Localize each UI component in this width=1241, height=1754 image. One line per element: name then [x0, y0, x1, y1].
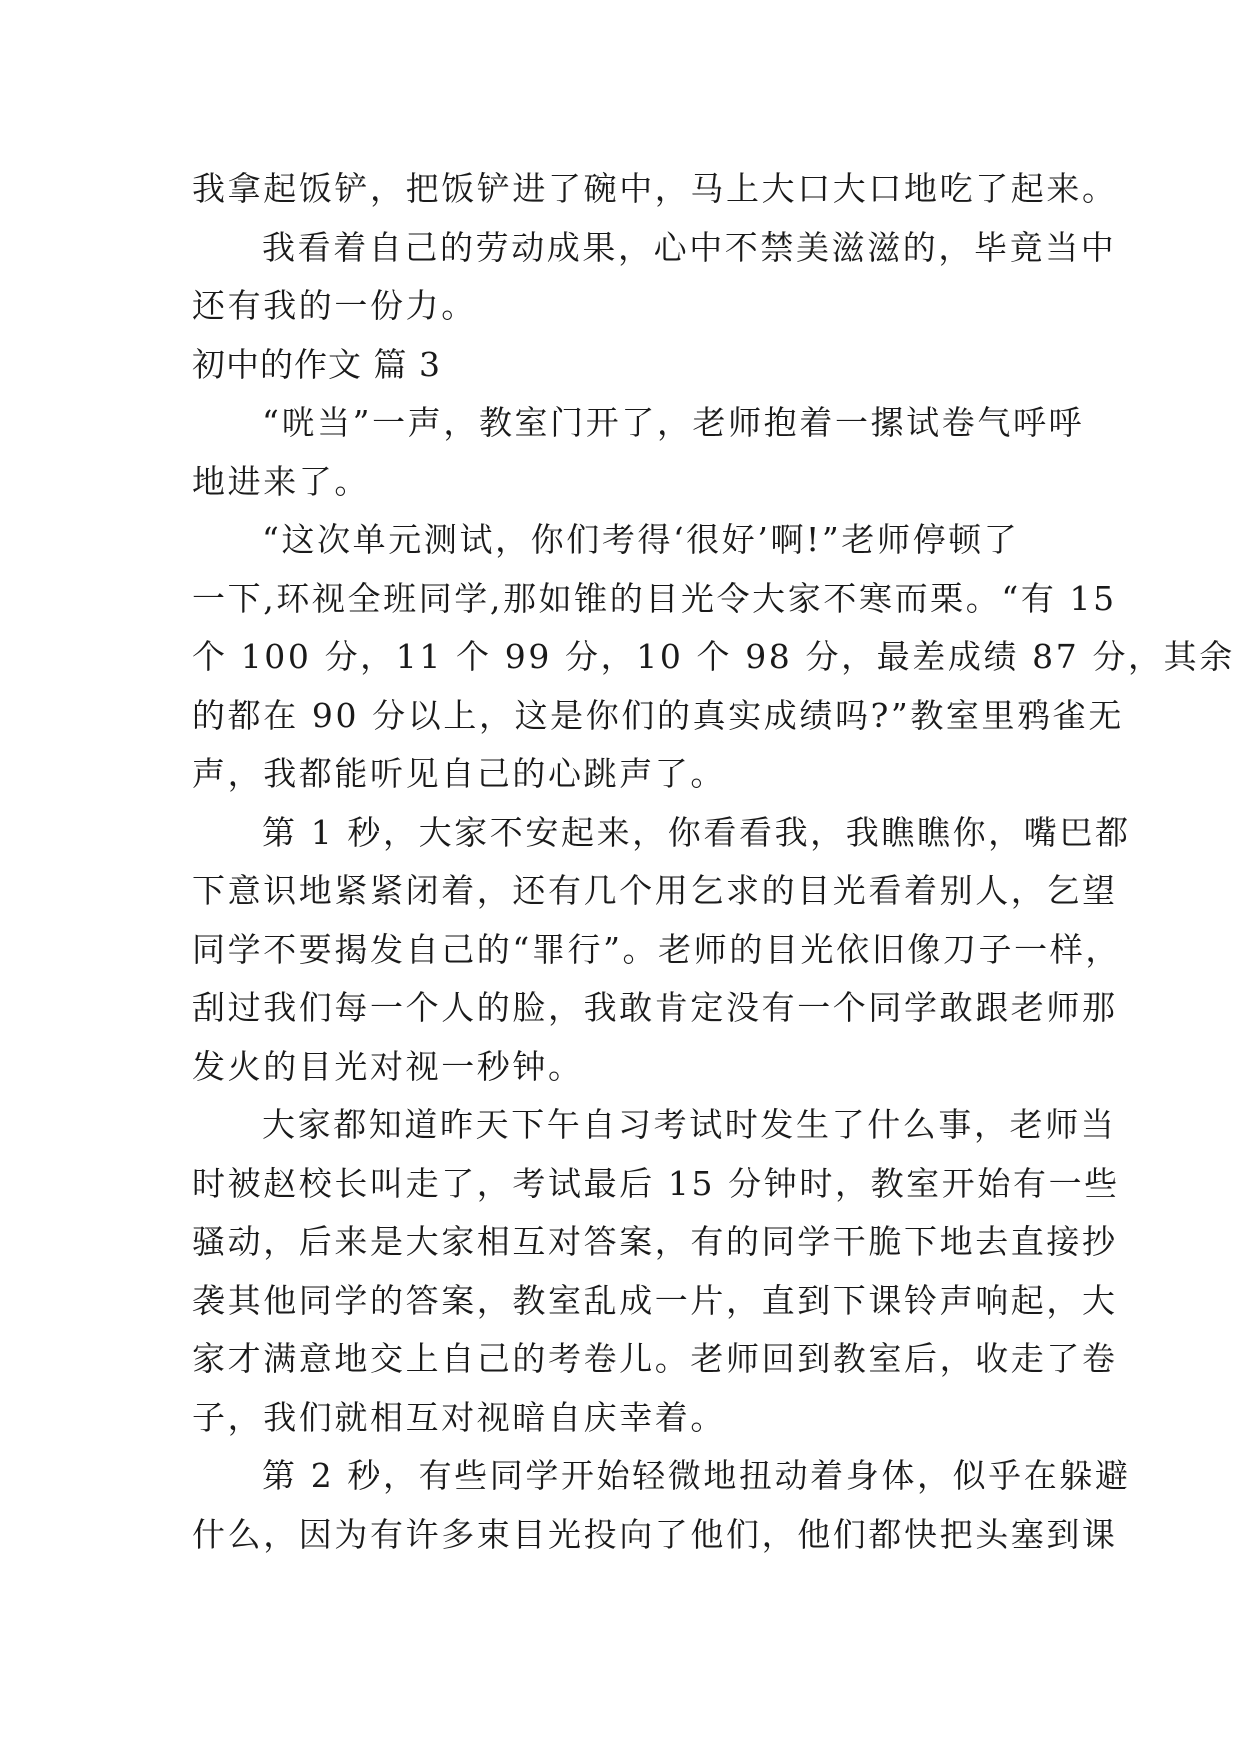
text-line: 第 1 秒，大家不安起来，你看看我，我瞧瞧你，嘴巴都 — [262, 812, 1131, 852]
text-line: 刮过我们每一个人的脸，我敢肯定没有一个同学敢跟老师那 — [192, 988, 1118, 1027]
paragraph — [192, 1447, 1131, 1564]
text-line: 下意识地紧紧闭着，还有几个用乞求的目光看着别人，乞望 — [192, 871, 1118, 910]
text-line: “这次单元测试，你们考得‘很好’啊!”老师停顿了 — [262, 520, 1020, 559]
text-line: 同学不要揭发自己的“罪行”。老师的目光依旧像刀子一样， — [192, 929, 1121, 969]
text-line: 我拿起饭铲，把饭铲进了碗中，马上大口大口地吃了起来。 — [192, 169, 1118, 208]
text-line: 我看着自己的劳动成果，心中不禁美滋滋的，毕竟当中 — [262, 227, 1117, 267]
text-line: 第 2 秒，有些同学开始轻微地扭动着身体，似乎在躲避 — [262, 1456, 1131, 1495]
text-line: 地进来了。 — [192, 461, 370, 501]
section-heading: 初中的作文 篇 3 — [192, 344, 441, 384]
text-line: 大家都知道昨天下午自习考试时发生了什么事，老师当 — [262, 1105, 1117, 1144]
text-line: “咣当”一声，教室门开了，老师抱着一摞试卷气呼呼 — [262, 403, 1085, 442]
paragraph — [192, 804, 1131, 1097]
text-line: 袭其他同学的答案，教室乱成一片，直到下课铃声响起，大 — [192, 1280, 1118, 1320]
text-line: 骚动，后来是大家相互对答案，有的同学干脆下地去直接抄 — [192, 1222, 1118, 1261]
text-line: 个 100 分，11 个 99 分，10 个 98 分，最差成绩 87 分，其余 — [192, 637, 1235, 676]
text-line: 家才满意地交上自己的考卷儿。老师回到教室后，收走了卷 — [192, 1339, 1118, 1378]
text-line: 声，我都能听见自己的心跳声了。 — [192, 754, 726, 793]
text-line: 发火的目光对视一秒钟。 — [192, 1046, 584, 1086]
paragraph — [192, 394, 1085, 511]
text-line: 一下,环视全班同学,那如锥的目光令大家不寒而栗。“有 15 — [192, 578, 1117, 618]
text-line: 什么，因为有许多束目光投向了他们，他们都快把头塞到课 — [192, 1514, 1118, 1554]
paragraph — [192, 511, 1235, 804]
text-line: 还有我的一份力。 — [192, 286, 477, 325]
text-line: 时被赵校长叫走了，考试最后 15 分钟时，教室开始有一些 — [192, 1163, 1120, 1203]
text-line: 子，我们就相互对视暗自庆幸着。 — [192, 1397, 726, 1437]
document-body — [192, 160, 1235, 1564]
text-line: 的都在 90 分以上，这是你们的真实成绩吗?”教室里鸦雀无 — [192, 695, 1124, 735]
paragraph — [192, 219, 1117, 336]
paragraph — [192, 160, 1118, 219]
paragraph — [192, 1096, 1120, 1447]
